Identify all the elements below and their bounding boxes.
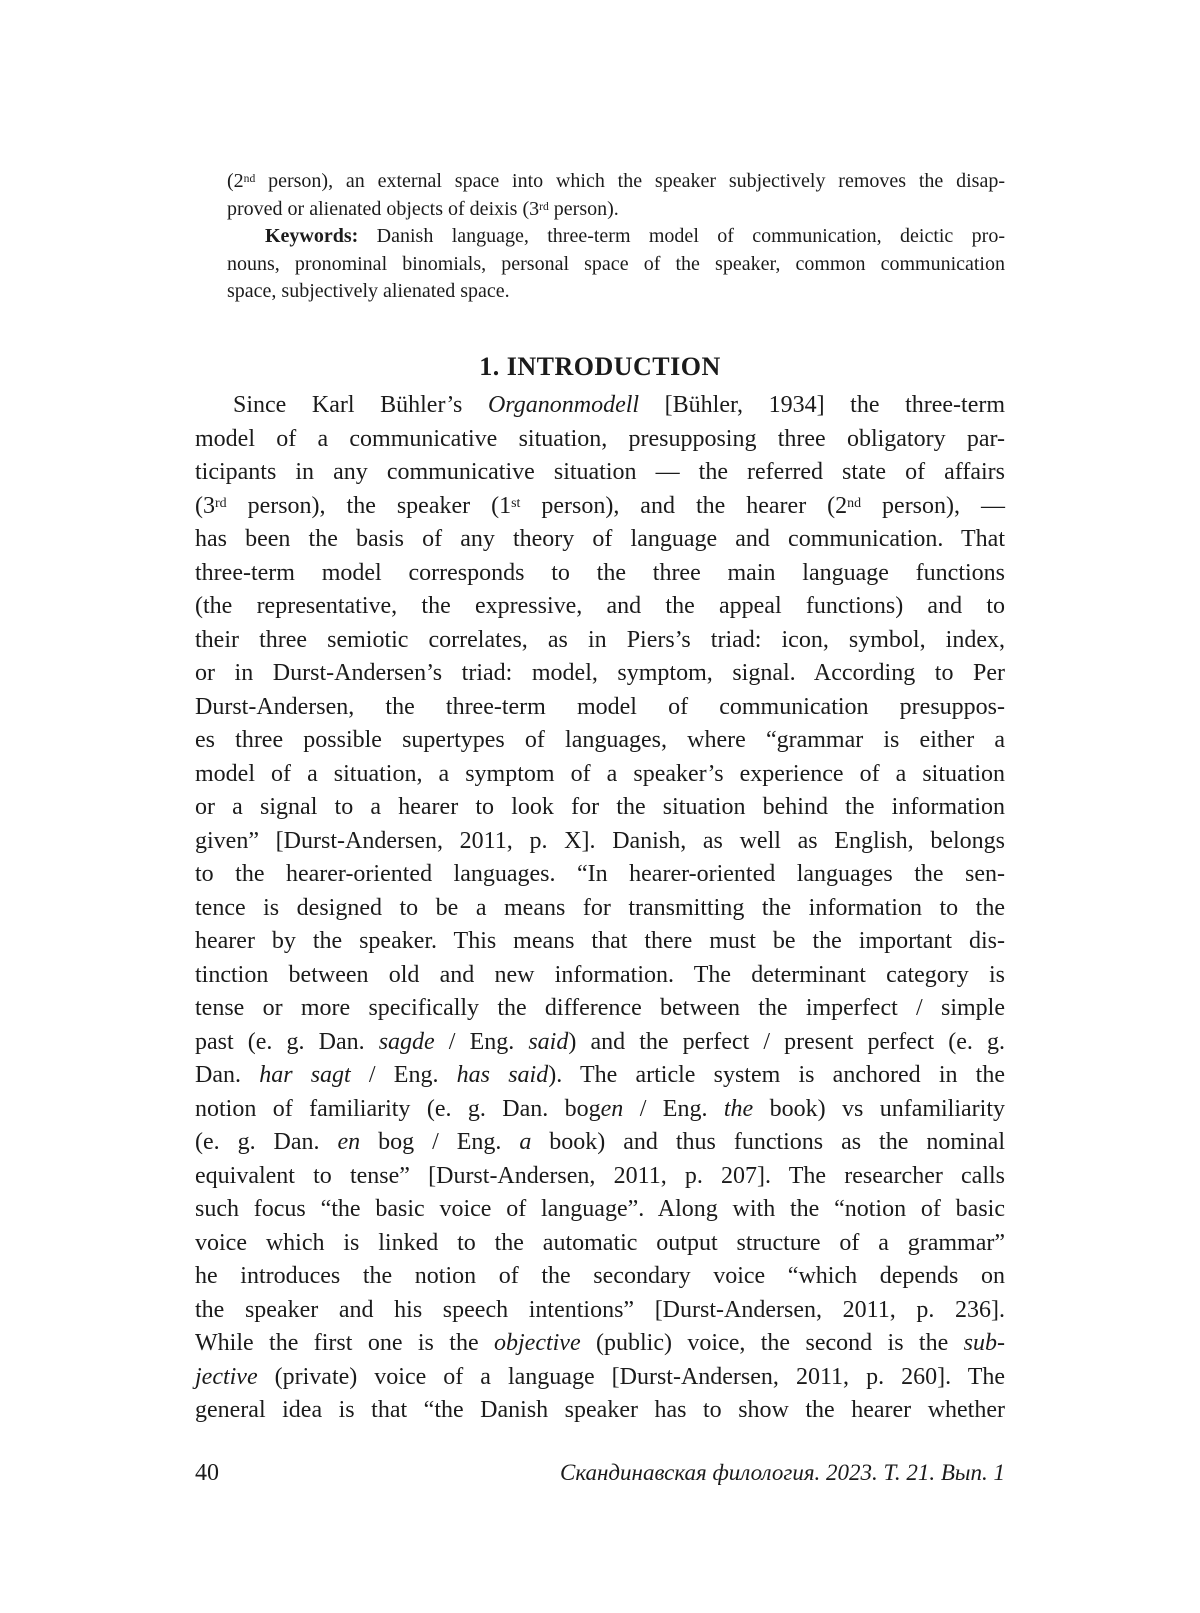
text-run: (private) voice of a language [Durst-Andersen, 2011, p. 260]. The — [257, 1363, 1005, 1390]
text-line — [195, 892, 1005, 926]
text-run: their three semiotic correlates, as in Piers’s triad: icon, symbol, index, — [195, 626, 1005, 653]
text-run: model of a situation, a symptom of a speaker’s experience of a situation — [195, 760, 1005, 787]
text-line — [195, 1059, 1005, 1093]
text-line — [195, 959, 1005, 993]
text-run: has said — [456, 1062, 549, 1088]
text-line — [195, 389, 1005, 423]
text-line — [195, 523, 1005, 557]
text-line — [195, 490, 1005, 524]
text-run: rd — [539, 199, 549, 213]
text-run: While the first one is the — [195, 1330, 494, 1356]
text-run: st — [511, 495, 521, 511]
text-run: [Bühler, 1934] the three-term — [639, 392, 1006, 418]
text-run: equivalent to tense” [Durst-Andersen, 2011, p. 207]. The researcher calls — [195, 1162, 1005, 1189]
text-run: (the representative, the expressive, and the appeal functions) and to — [195, 593, 1005, 619]
text-run: has been the basis of any theory of language and communication. That — [195, 526, 1005, 552]
text-line — [195, 1193, 1005, 1227]
text-run: objective — [494, 1330, 581, 1356]
text-line — [195, 557, 1005, 591]
text-line — [195, 1126, 1005, 1160]
text-run: (public) voice, the second is the — [580, 1330, 964, 1356]
text-run: person), an external space into which the speaker subjectively removes the disap- — [255, 170, 1005, 192]
text-run: nouns, pronominal binomials, personal space of the speaker, common communication — [227, 252, 1005, 275]
text-run: / Eng. — [434, 1028, 529, 1055]
text-line — [195, 858, 1005, 892]
text-run: en — [337, 1129, 361, 1155]
text-line — [195, 1294, 1005, 1328]
text-line — [227, 168, 1005, 196]
section-heading: 1. INTRODUCTION — [479, 352, 721, 381]
text-run: har sagt — [259, 1062, 351, 1088]
text-run: rd — [215, 495, 227, 511]
text-line — [195, 992, 1005, 1026]
text-run: notion of familiarity (e. g. Dan. bog — [195, 1095, 601, 1122]
text-run: (3 — [195, 492, 215, 519]
text-line — [195, 1394, 1005, 1428]
text-run: Durst-Andersen, the three-term model of communication presuppos- — [195, 693, 1005, 720]
page-number: 40 — [195, 1460, 219, 1486]
text-run: tense or more specifically the difference between the imperfect / simple — [195, 995, 1005, 1021]
text-run: Dan. — [195, 1062, 260, 1088]
text-run: (2 — [227, 170, 244, 192]
text-line — [195, 791, 1005, 825]
text-line — [195, 825, 1005, 859]
text-run: ticipants in any communicative situation — the referred state of affairs — [195, 459, 1005, 485]
text-run: Danish language, three-term model of communication, deictic pro- — [358, 225, 1005, 247]
text-line — [195, 657, 1005, 691]
text-line — [195, 691, 1005, 725]
text-run: nd — [243, 172, 256, 186]
text-run: person), — — [861, 492, 1005, 519]
text-line — [195, 456, 1005, 490]
text-line — [195, 1260, 1005, 1294]
text-run: proved or alienated objects of deixis (3 — [227, 197, 540, 220]
text-run: es three possible supertypes of languages, where “grammar is either a — [195, 727, 1005, 753]
text-run: to the hearer-oriented languages. “In hearer-oriented languages the sen- — [195, 861, 1005, 887]
text-run: book) and thus functions as the nominal — [531, 1129, 1005, 1155]
text-line — [195, 1093, 1005, 1127]
text-run: nd — [847, 495, 862, 511]
text-run: (e. g. Dan. — [195, 1129, 338, 1155]
text-line — [195, 423, 1005, 457]
text-run: such focus “the basic voice of language”. Along with the “notion of basic — [195, 1196, 1005, 1222]
text-run: given” [Durst-Andersen, 2011, p. X]. Danish, as well as English, belongs — [195, 827, 1005, 854]
text-run: ). The article system is anchored in the — [548, 1062, 1006, 1088]
text-line — [195, 758, 1005, 792]
text-run: a — [519, 1129, 532, 1155]
text-run: / Eng. — [623, 1095, 724, 1122]
text-run: tence is designed to be a means for transmitting the information to the — [195, 894, 1005, 921]
text-run: book) vs unfamiliarity — [753, 1095, 1005, 1122]
text-run: person), the speaker (1 — [226, 492, 512, 519]
text-line — [195, 1160, 1005, 1194]
text-run: Since Karl Bühler’s — [233, 392, 488, 418]
text-run: he introduces the notion of the secondary voice “which depends on — [195, 1263, 1005, 1289]
text-line — [227, 278, 1005, 306]
text-line — [195, 1361, 1005, 1395]
text-line — [195, 925, 1005, 959]
text-run: en — [600, 1095, 624, 1122]
text-run: or a signal to a hearer to look for the situation behind the information — [195, 794, 1005, 820]
text-line — [195, 624, 1005, 658]
text-run: the — [723, 1095, 754, 1122]
text-run: ) and the perfect / present perfect (e. g. — [568, 1028, 1005, 1055]
text-run: the speaker and his speech intentions” [Durst-Andersen, 2011, p. 236]. — [195, 1296, 1005, 1323]
text-run: said — [528, 1028, 569, 1055]
text-run: sub- — [963, 1330, 1005, 1356]
text-line — [195, 590, 1005, 624]
text-run: past (e. g. Dan. — [195, 1028, 379, 1055]
text-run: sagde — [378, 1028, 435, 1055]
text-line — [195, 724, 1005, 758]
introduction-paragraph — [195, 389, 1005, 1428]
text-run: Organonmodell — [487, 392, 640, 418]
text-run: or in Durst-Andersen’s triad: model, symptom, signal. According to Per — [195, 660, 1005, 686]
text-run: tinction between old and new information. The determinant category is — [195, 961, 1005, 988]
text-line — [195, 1026, 1005, 1060]
text-line — [195, 1227, 1005, 1261]
text-line — [227, 223, 1005, 251]
text-line — [227, 251, 1005, 279]
text-run: three-term model corresponds to the three main language functions — [195, 559, 1005, 586]
text-run: Keywords: — [265, 225, 359, 247]
text-run: general idea is that “the Danish speaker has to show the hearer whether — [195, 1397, 1005, 1423]
text-run: voice which is linked to the automatic output structure of a grammar” — [195, 1229, 1005, 1256]
text-line — [195, 1327, 1005, 1361]
text-run: hearer by the speaker. This means that there must be the important dis- — [195, 928, 1005, 954]
text-run: jective — [195, 1363, 258, 1390]
text-line — [227, 196, 1005, 224]
text-run: model of a communicative situation, presupposing three obligatory par- — [195, 425, 1005, 452]
text-run: / Eng. — [350, 1062, 457, 1088]
text-run: space, subjectively alienated space. — [227, 280, 510, 302]
text-run: person). — [548, 197, 619, 220]
text-run: person), and the hearer (2 — [520, 492, 848, 519]
journal-reference: Скандинавская филология. 2023. Т. 21. Вып. 1 — [559, 1460, 1005, 1485]
text-run: bog / Eng. — [360, 1129, 520, 1155]
abstract-keywords-block — [227, 168, 1005, 306]
page-footer — [195, 1460, 1005, 1487]
